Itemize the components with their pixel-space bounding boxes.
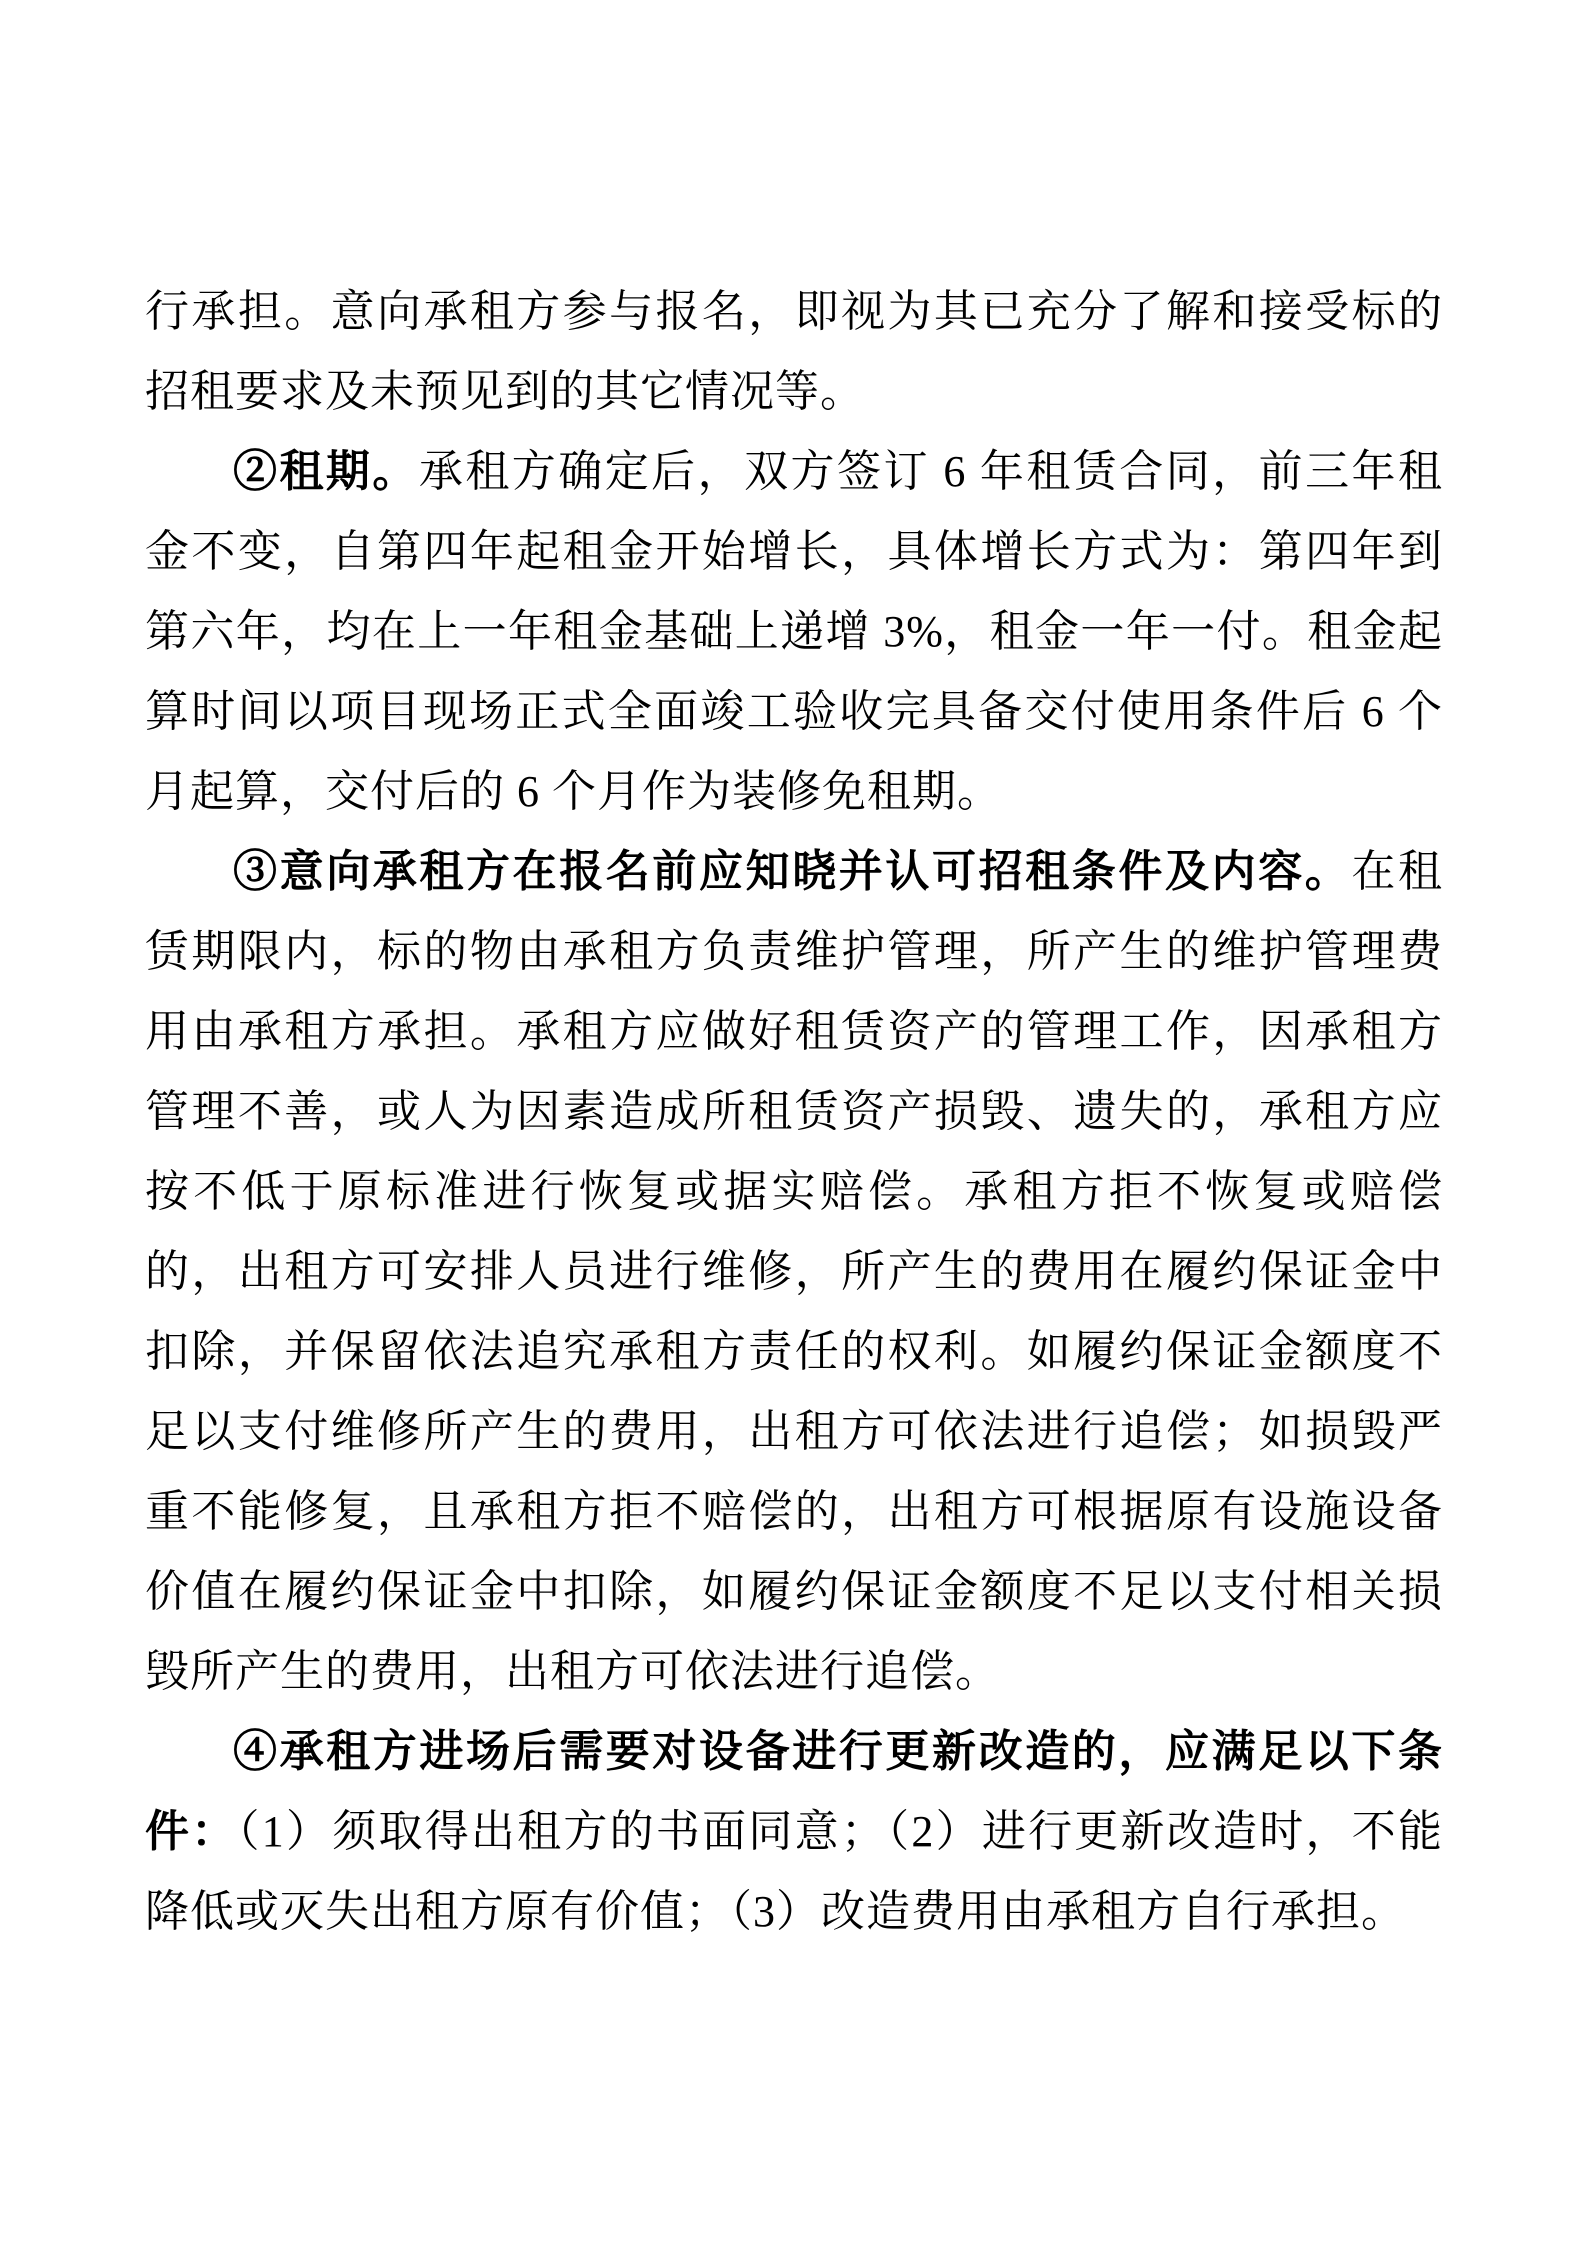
clause-4-bold-lead: ④承租方进场后需要对设备进行更新改造的，应满足以下条件： xyxy=(145,1727,1443,1856)
clause-3-bold-lead: ③意向承租方在报名前应知晓并认可招租条件及内容。 xyxy=(233,847,1352,896)
paragraph-text: 行承担。意向承租方参与报名，即视为其已充分了解和接受标的招租要求及未预见到的其它情况等。 xyxy=(145,287,1443,416)
paragraph-clause-2-lease-term xyxy=(145,432,1443,832)
clause-2-bold-lead: ②租期。 xyxy=(233,447,419,496)
paragraph-text: （1）须取得出租方的书面同意；（2）进行更新改造时，不能降低或灭失出租方原有价值；（3）改造费用由承租方自行承担。 xyxy=(145,1807,1443,1936)
paragraph-clause-4-renovation xyxy=(145,1712,1443,1952)
paragraph-clause-3-acknowledgement xyxy=(145,832,1443,1712)
paragraph-text: 在租赁期限内，标的物由承租方负责维护管理，所产生的维护管理费用由承租方承担。承租方应做好租赁资产的管理工作，因承租方管理不善，或人为因素造成所租赁资产损毁、遗失的，承租方应按不低于原标准进行恢复或据实赔偿。承租方拒不恢复或赔偿的，出租方可安排人员进行维修，所产生的费用在履约保证金中扣除，并保留依法追究承租方责任的权利。如履约保证金额度不足以支付维修所产生的费用，出租方可依法进行追偿；如损毁严重不能修复，且承租方拒不赔偿的，出租方可根据原有设施设备价值在履约保证金中扣除，如履约保证金额度不足以支付相关损毁所产生的费用，出租方可依法进行追偿。 xyxy=(145,847,1444,1696)
paragraph-text: 承租方确定后，双方签订 6 年租赁合同，前三年租金不变，自第四年起租金开始增长，具体增长方式为：第四年到第六年，均在上一年租金基础上递增 3%，租金一年一付。租金起算时间以项目现场正式全面竣工验收完具备交付使用条件后 6 个月起算，交付后的 6 个月作为装修免租期。 xyxy=(145,447,1444,816)
paragraph-continuation xyxy=(145,272,1443,432)
document-body xyxy=(145,272,1443,1952)
